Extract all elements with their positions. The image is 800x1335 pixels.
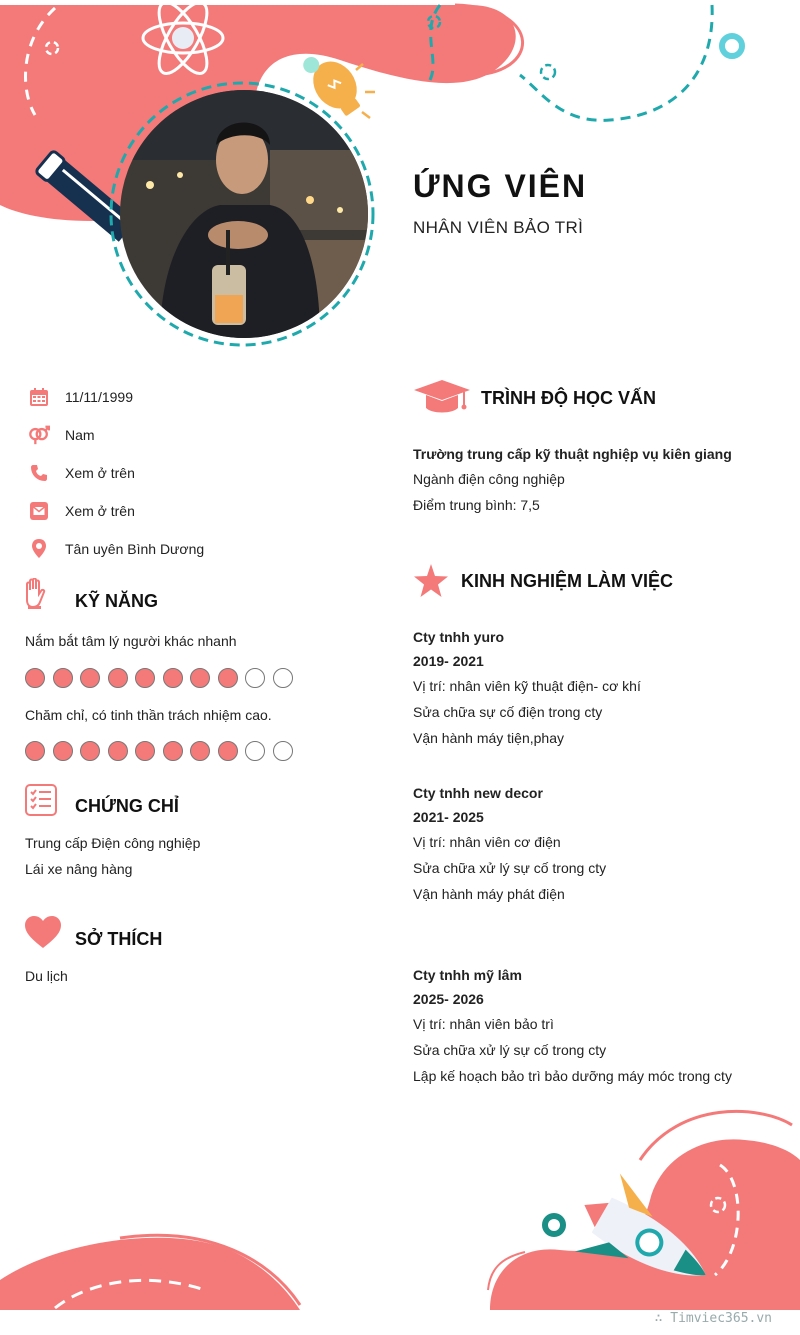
skill-name: Nắm bắt tâm lý người khác nhanh: [25, 633, 237, 649]
rating-dot: [218, 668, 238, 688]
rating-dot: [53, 741, 73, 761]
rating-dot: [218, 741, 238, 761]
star-icon: [414, 564, 448, 602]
rating-dot: [190, 668, 210, 688]
contact-birthday: [28, 385, 133, 409]
watermark: [655, 1311, 772, 1326]
candidate-name: ỨNG VIÊN: [413, 168, 588, 204]
rating-dot: [53, 668, 73, 688]
logo-icon: ∴: [654, 1311, 671, 1326]
birthday-text: 11/11/1999: [65, 389, 133, 405]
contact-phone: [28, 461, 135, 485]
rating-dot: [190, 741, 210, 761]
address-text: Tân uyên Bình Dương: [65, 541, 205, 557]
avatar-photo: [120, 90, 368, 338]
graduation-cap-icon: [414, 380, 470, 421]
job-company: Cty tnhh new decor: [413, 785, 543, 801]
certificate-item: Trung cấp Điện công nghiệp: [25, 835, 201, 851]
job-period: 2021- 2025: [413, 809, 484, 825]
certificate-item: Lái xe nâng hàng: [25, 861, 133, 877]
rating-dot: [108, 741, 128, 761]
hobbies-title: SỞ THÍCH: [75, 929, 163, 949]
bottom-left-blob: [0, 1238, 300, 1310]
hand-icon: [24, 578, 48, 615]
job-period: 2025- 2026: [413, 991, 484, 1007]
rating-dot: [273, 668, 293, 688]
rating-dot: [135, 741, 155, 761]
skills-title: KỸ NĂNG: [75, 591, 159, 611]
rating-dot: [163, 668, 183, 688]
rating-dot: [273, 741, 293, 761]
phone-icon: [28, 462, 50, 484]
rating-dot: [108, 668, 128, 688]
job-detail: Sửa chữa sự cố điện trong cty: [413, 704, 603, 720]
contact-gender: [28, 423, 95, 447]
rating-dot: [25, 668, 45, 688]
job-period: 2019- 2021: [413, 653, 484, 669]
job-detail: Sửa chữa xử lý sự cố trong cty: [413, 1042, 607, 1058]
contact-email: [28, 499, 135, 523]
skill-rating: [25, 668, 293, 688]
rating-dot: [245, 741, 265, 761]
education-major: Ngành điện công nghiệp: [413, 471, 565, 487]
job-detail: Vận hành máy tiện,phay: [413, 730, 564, 746]
location-icon: [28, 538, 50, 560]
rating-dot: [80, 741, 100, 761]
education-gpa: Điểm trung bình: 7,5: [413, 497, 540, 513]
email-icon: [28, 500, 50, 522]
rating-dot: [25, 741, 45, 761]
job-detail: Vận hành máy phát điện: [413, 886, 565, 902]
education-school: Trường trung cấp kỹ thuật nghiệp vụ kiên giang: [413, 446, 732, 462]
contact-address: [28, 537, 204, 561]
job-company: Cty tnhh yuro: [413, 629, 504, 645]
phone-text: Xem ở trên: [65, 465, 135, 481]
email-text: Xem ở trên: [65, 503, 135, 519]
teal-ring: [722, 36, 742, 56]
rating-dot: [80, 668, 100, 688]
job-detail: Sửa chữa xử lý sự cố trong cty: [413, 860, 607, 876]
calendar-icon: [28, 386, 50, 408]
gender-text: Nam: [65, 427, 95, 443]
rating-dot: [163, 741, 183, 761]
experience-title: KINH NGHIỆM LÀM VIỆC: [461, 571, 674, 591]
rating-dot: [135, 668, 155, 688]
teal-small-ring: [545, 1216, 563, 1234]
certificates-title: CHỨNG CHỈ: [75, 796, 179, 816]
watermark-text: Timviec365.vn: [670, 1311, 772, 1326]
job-company: Cty tnhh mỹ lâm: [413, 967, 522, 983]
skill-rating: [25, 741, 293, 761]
checklist-icon: [25, 784, 57, 821]
job-detail: Vị trí: nhân viên bảo trì: [413, 1016, 554, 1032]
heart-icon: [25, 916, 61, 953]
education-title: TRÌNH ĐỘ HỌC VẤN: [481, 388, 656, 408]
skill-name: Chăm chỉ, có tinh thần trách nhiệm cao.: [25, 707, 272, 723]
job-detail: Lập kế hoạch bảo trì bảo dưỡng máy móc trong cty: [413, 1068, 732, 1084]
gender-icon: [28, 424, 50, 446]
job-detail: Vị trí: nhân viên kỹ thuật điện- cơ khí: [413, 678, 641, 694]
job-detail: Vị trí: nhân viên cơ điện: [413, 834, 561, 850]
rating-dot: [245, 668, 265, 688]
hobby-item: Du lịch: [25, 968, 68, 984]
job-title: NHÂN VIÊN BẢO TRÌ: [413, 218, 584, 237]
